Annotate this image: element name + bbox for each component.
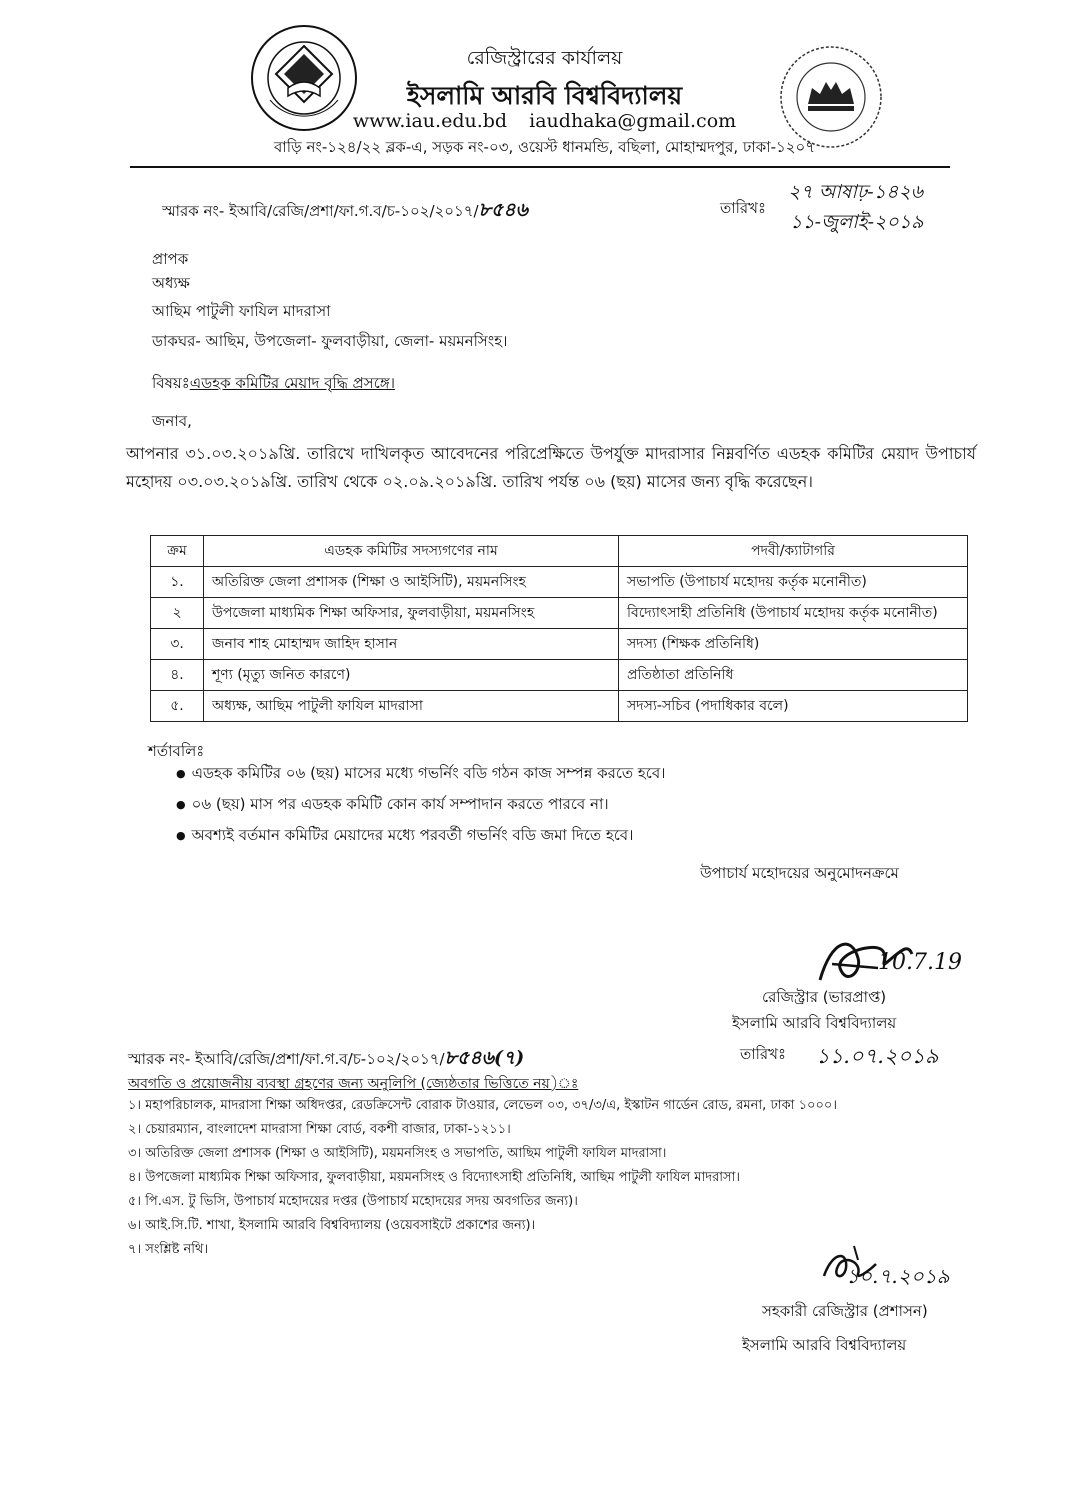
table-row [151,598,968,629]
table-header-row [151,536,968,567]
committee-table [150,535,968,722]
list-item: ● এডহক কমিটির ০৬ (ছয়) মাসের মধ্যে গভর্নিং বডি গঠন কাজ সম্পন্ন করতে হবে। [176,758,666,789]
col-header-designation: পদবী/ক্যাটাগরি [619,536,968,567]
designation-cell: সভাপতি (উপাচার্য মহোদয় কর্তৃক মনোনীত) [619,567,968,598]
university-name: ইসলামি আরবি বিশ্ববিদ্যালয় [406,81,683,110]
address-line: বাড়ি নং-১২৪/২২ ব্লক-এ, সড়ক নং-০৩, ওয়েস্ট ধানমন্ডি, বছিলা, মোহাম্মদপুর, ঢাকা-১২০৭ [274,138,815,156]
copy-distribution-list [128,1094,1048,1262]
recipient-address: ডাকঘর- আছিম, উপজেলা- ফুলবাড়ীয়া, জেলা- ময়মনসিংহ। [152,332,508,350]
registrar-institution: ইসলামি আরবি বিশ্ববিদ্যালয় [732,1014,897,1032]
assistant-registrar-title: সহকারী রেজিস্ট্রার (প্রশাসন) [762,1302,928,1320]
serial-cell: ২ [151,598,204,629]
col-header-name: এডহক কমিটির সদস্যগণের নাম [204,536,619,567]
list-item: ● ০৬ (ছয়) মাস পর এডহক কমিটি কোন কার্য সম্পাদান করতে পারবে না। [176,789,666,820]
table-row [151,567,968,598]
registrar-title: রেজিস্ট্রার (ভারপ্রাপ্ত) [762,988,887,1006]
email-link[interactable]: iaudhaka@gmail.com [529,110,737,132]
date-label: তারিখঃ [720,199,766,217]
member-name-cell: শূণ্য (মৃত্যু জনিত কারণে) [204,660,619,691]
designation-cell: সদস্য (শিক্ষক প্রতিনিধি) [619,629,968,660]
body-paragraph: আপনার ৩১.০৩.২০১৯খ্রি. তারিখে দাখিলকৃত আবেদনের পরিপ্রেক্ষিতে উপর্যুক্ত মাদরাসার নিম্নবর্ণিত এডহক কমিটির মেয়াদ উপাচার্য মহোদয় ০৩.০৩.২০১৯খ্রি. তারিখ থেকে ০২.০৯.২০১৯খ্রি. তারিখ পর্যন্ত ০৬ (ছয়) মাসের জন্য বৃদ্ধি করেছেন। [126,444,976,491]
header-divider [130,166,950,168]
serial-cell: ৪. [151,660,204,691]
member-name-cell: জনাব শাহ মোহাম্মদ জাহিদ হাসান [204,629,619,660]
table-row [151,629,968,660]
subject-text: এডহক কমিটির মেয়াদ বৃদ্ধি প্রসঙ্গে। [189,374,396,392]
serial-cell: ১. [151,567,204,598]
list-item: ৩। অতিরিক্ত জেলা প্রশাসক (শিক্ষা ও আইসিটি), ময়মনসিংহ ও সভাপতি, আছিম পাটুলী ফাযিল মাদরাসা। [128,1146,667,1161]
assistant-registrar-institution: ইসলামি আরবি বিশ্ববিদ্যালয় [742,1336,907,1354]
copy-distribution-title: অবগতি ও প্রয়োজনীয় ব্যবস্থা গ্রহণের জন্য অনুলিপি (জ্যেষ্ঠতার ভিত্তিতে নয়)ঃ [128,1076,579,1092]
conditions-list [176,758,666,851]
memo2-ref-prefix: স্মারক নং- ইআবি/রেজি/প্রশা/ফা.গ.ব/চ-১০২/২০১৭/ [128,1050,445,1068]
conditions-title: শর্তাবলিঃ [148,742,205,760]
subject-label: বিষয়ঃ [152,374,190,392]
approval-line: উপাচার্য মহোদয়ের অনুমোদনক্রমে [700,864,899,882]
memo-ref-prefix: স্মারক নং- ইআবি/রেজি/প্রশা/ফা.গ.ব/চ-১০২/২০১৭/ [162,202,479,220]
recipient-label: প্রাপক [152,250,189,268]
list-item: ৫। পি.এস. টু ভিসি, উপাচার্য মহোদয়ের দপ্তর (উপাচার্য মহোদয়ের সদয় অবগতির জন্য)। [128,1194,578,1209]
office-name: রেজিস্ট্রারের কার্যালয় [466,47,623,69]
memo-ref-handwritten: ৮৫৪৬ [478,199,528,221]
serial-cell: ৩. [151,629,204,660]
signature2-date-handwritten: ১০.৭.২০১৯ [846,1264,950,1288]
date2-label: তারিখঃ [740,1045,786,1063]
date-handwritten-english: ১১-জুলাই-২০১৯ [790,211,924,233]
subject-line [152,372,395,397]
recipient-title: অধ্যক্ষ [152,274,190,292]
member-name-cell: উপজেলা মাধ্যমিক শিক্ষা অফিসার, ফুলবাড়ীয়া, ময়মনসিংহ [204,598,619,629]
date-handwritten-bangla: ২৭ আষাঢ়-১৪২৬ [788,181,924,203]
list-item: ৭। সংশ্লিষ্ট নথি। [128,1242,209,1257]
contact-line [0,110,1089,132]
signature-date-handwritten: 10.7.19 [878,950,962,975]
table-row [151,691,968,722]
member-name-cell: অতিরিক্ত জেলা প্রশাসক (শিক্ষা ও আইসিটি), ময়মনসিংহ [204,567,619,598]
recipient-institution: আছিম পাটুলী ফাযিল মাদরাসা [152,302,331,320]
memo2-ref-handwritten: ৮৫৪৬(৭) [444,1047,525,1069]
member-name-cell: অধ্যক্ষ, আছিম পাটুলী ফাযিল মাদরাসা [204,691,619,722]
list-item: ৪। উপজেলা মাধ্যমিক শিক্ষা অফিসার, ফুলবাড়ীয়া, ময়মনসিংহ ও বিদ্যোৎসাহী প্রতিনিধি, আছিম পাটুলী ফাযিল মাদরাসা। [128,1170,741,1185]
salutation: জনাব, [152,412,192,430]
designation-cell: প্রতিষ্ঠাতা প্রতিনিধি [619,660,968,691]
table-row [151,660,968,691]
list-item: ১। মহাপরিচালক, মাদরাসা শিক্ষা অধিদপ্তর, রেডক্রিসেন্ট বোরাক টাওয়ার, লেভেল ০৩, ৩৭/৩/এ, ইস্কাটন গার্ডেন রোড, রমনা, ঢাকা ১০০০। [128,1098,838,1113]
designation-cell: সদস্য-সচিব (পদাধিকার বলে) [619,691,968,722]
website-link[interactable]: www.iau.edu.bd [352,110,508,132]
col-header-serial: ক্রম [151,536,204,567]
seal-stamp [778,44,884,150]
date2-handwritten: ১১.০৭.২০১৯ [816,1044,939,1068]
list-item: ২। চেয়ারম্যান, বাংলাদেশ মাদরাসা শিক্ষা বোর্ড, বকশী বাজার, ঢাকা-১২১১। [128,1122,511,1137]
memo-reference [162,196,528,228]
list-item: ৬। আই.সি.টি. শাখা, ইসলামি আরবি বিশ্ববিদ্যালয় (ওয়েবসাইটে প্রকাশের জন্য)। [128,1218,536,1233]
serial-cell: ৫. [151,691,204,722]
list-item: ● অবশ্যই বর্তমান কমিটির মেয়াদের মধ্যে পরবর্তী গভর্নিং বডি জমা দিতে হবে। [176,820,666,851]
designation-cell: বিদ্যোৎসাহী প্রতিনিধি (উপাচার্য মহোদয় কর্তৃক মনোনীত) [619,598,968,629]
